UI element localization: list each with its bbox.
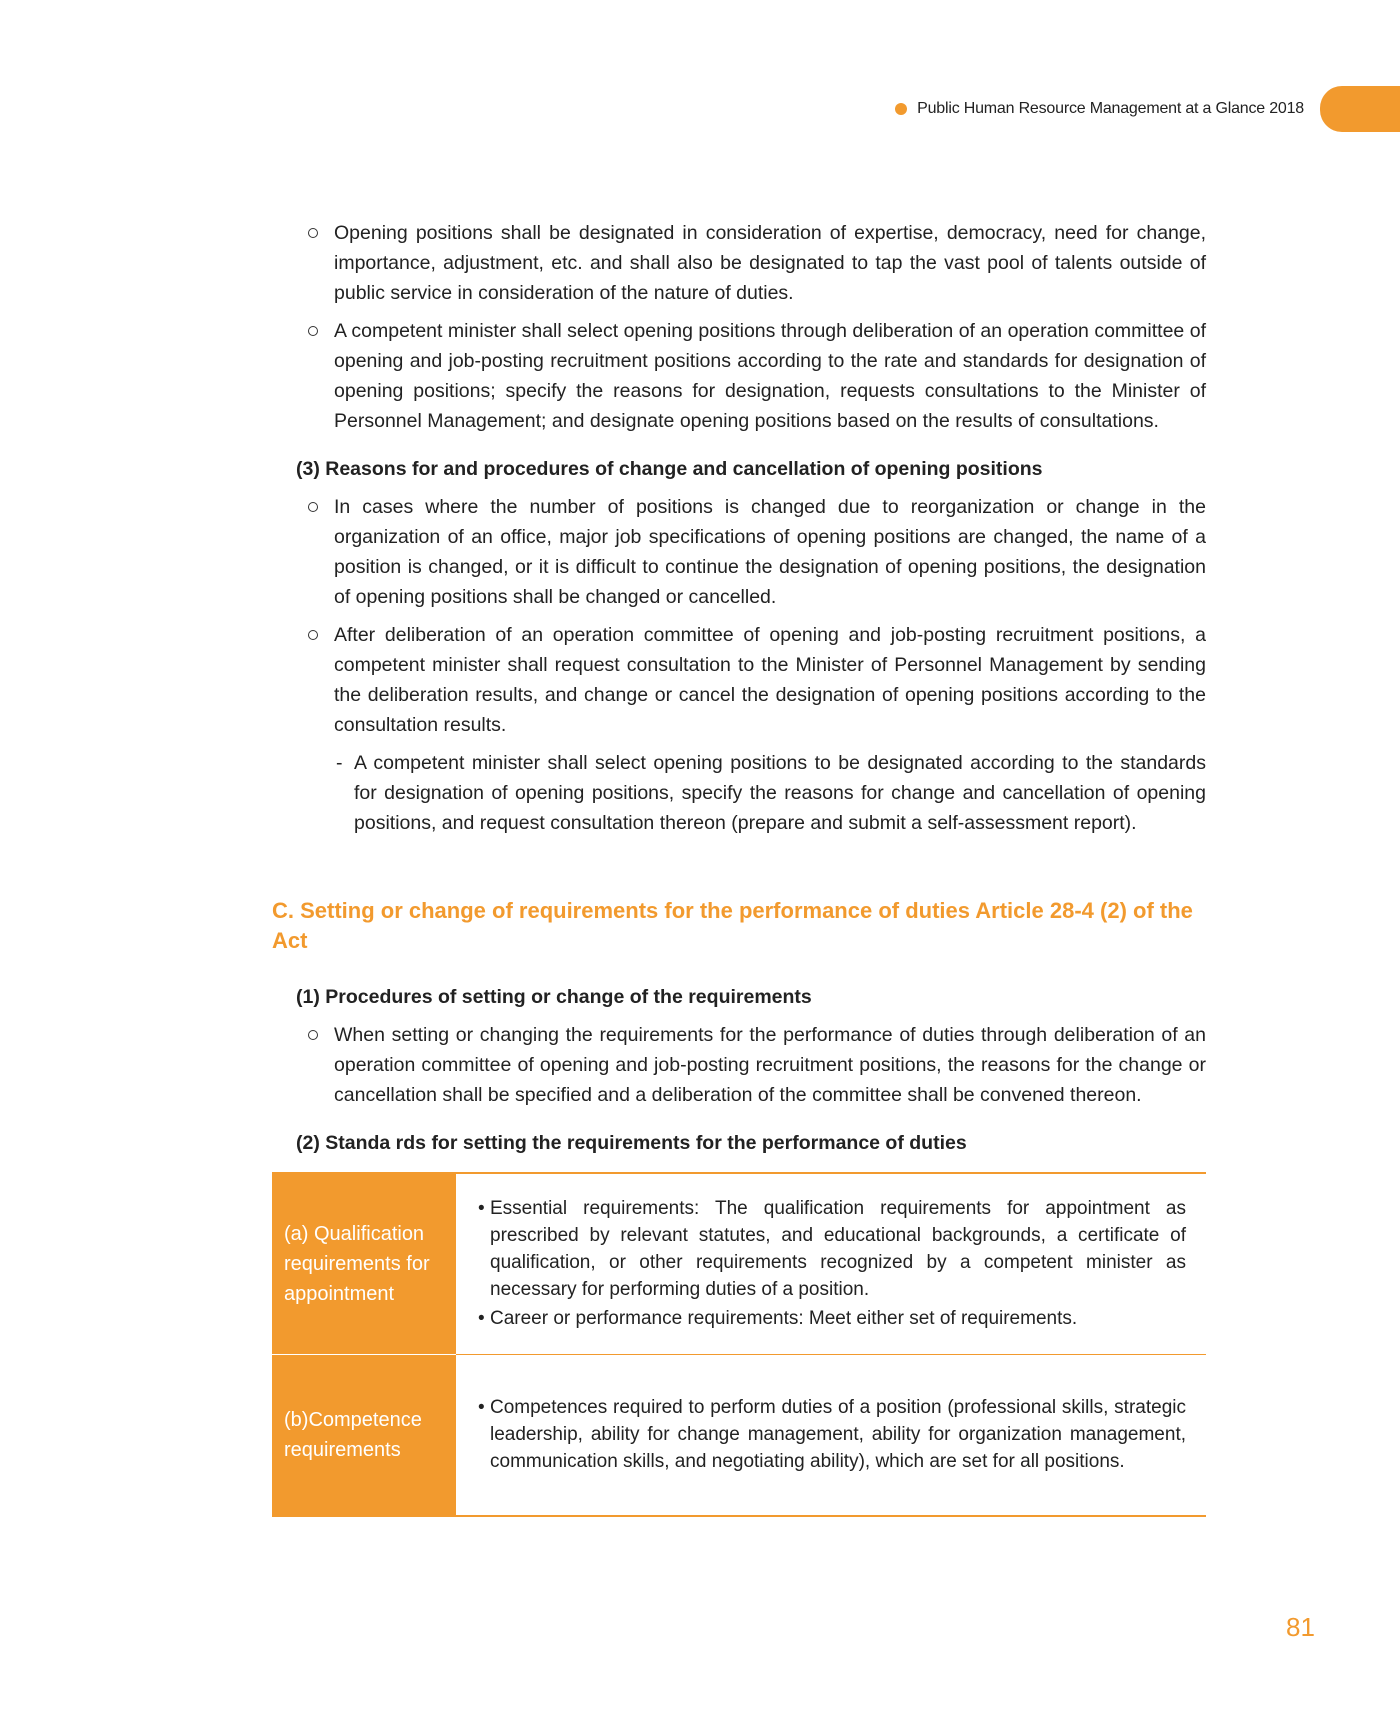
section-c-sub2-heading: (2) Standa rds for setting the requirements for the performance of duties [296, 1132, 967, 1154]
section-c-heading: C. Setting or change of requirements for the performance of duties Article 28-4 (2) of the Act [272, 898, 1193, 953]
page-number: 81 [1286, 1612, 1315, 1642]
page-content [272, 218, 1206, 1517]
running-header [895, 86, 1400, 132]
header-title: Public Human Resource Management at a Glance 2018 [917, 100, 1304, 117]
list-item: • Competences required to perform duties of a position (professional skills, strategic leadership, ability for change management, ability for organization management, communication skills, and negotiating ability), which are set for all positions. [478, 1394, 1186, 1475]
requirements-table [272, 1172, 1206, 1517]
table-row [272, 1355, 1206, 1517]
subsection-3-bullet: In cases where the number of positions is changed due to reorganization or change in the organization of an office, major job specifications of opening positions are changed, the name of a position is changed, or it is difficult to continue the designation of opening positions, the designation of opening positions shall be changed or cancelled. [304, 492, 1206, 612]
intro-bullet: A competent minister shall select opening positions through deliberation of an operation committee of opening and job-posting recruitment positions according to the rate and standards for designation of opening positions; specify the reasons for designation, requests consultations to the Minister of Personnel Management; and designate opening positions based on the results of consultations. [304, 316, 1206, 436]
list-item: • Essential requirements: The qualification requirements for appointment as prescribed by relevant statutes, and educational backgrounds, a certificate of qualification, or other requirements recognized by a competent minister as necessary for performing duties of a position. [478, 1195, 1186, 1303]
qualification-label: (a) Qualification requirements for appointment [272, 1173, 456, 1355]
table-row [272, 1173, 1206, 1355]
list-item: • Career or performance requirements: Meet either set of requirements. [478, 1305, 1186, 1332]
header-dot-icon [895, 103, 907, 115]
competence-label: (b)Competence requirements [272, 1355, 456, 1517]
subsection-3-heading: (3) Reasons for and procedures of change and cancellation of opening positions [296, 458, 1043, 480]
section-c-sub1-heading: (1) Procedures of setting or change of the requirements [296, 986, 812, 1008]
section-c-sub1-bullet: When setting or changing the requirements for the performance of duties through deliberation of an operation committee of opening and job-posting recruitment positions, the reasons for the change or cancellation shall be specified and a deliberation of the committee shall be convened thereon. [304, 1020, 1206, 1110]
qualification-body [456, 1173, 1206, 1355]
header-tab-decoration [1320, 86, 1400, 132]
subsection-3-bullet: After deliberation of an operation committee of opening and job-posting recruitment positions, a competent minister shall request consultation to the Minister of Personnel Management by sending the deliberation results, and change or cancel the designation of opening positions according to the consultation results. [304, 620, 1206, 740]
competence-body [456, 1355, 1206, 1517]
intro-bullet: Opening positions shall be designated in consideration of expertise, democracy, need for change, importance, adjustment, etc. and shall also be designated to tap the vast pool of talents outside of public service in consideration of the nature of duties. [304, 218, 1206, 308]
subsection-3-dash-item: - A competent minister shall select opening positions to be designated according to the standards for designation of opening positions, specify the reasons for change and cancellation of opening positions, and request consultation thereon (prepare and submit a self-assessment report). [326, 748, 1206, 838]
